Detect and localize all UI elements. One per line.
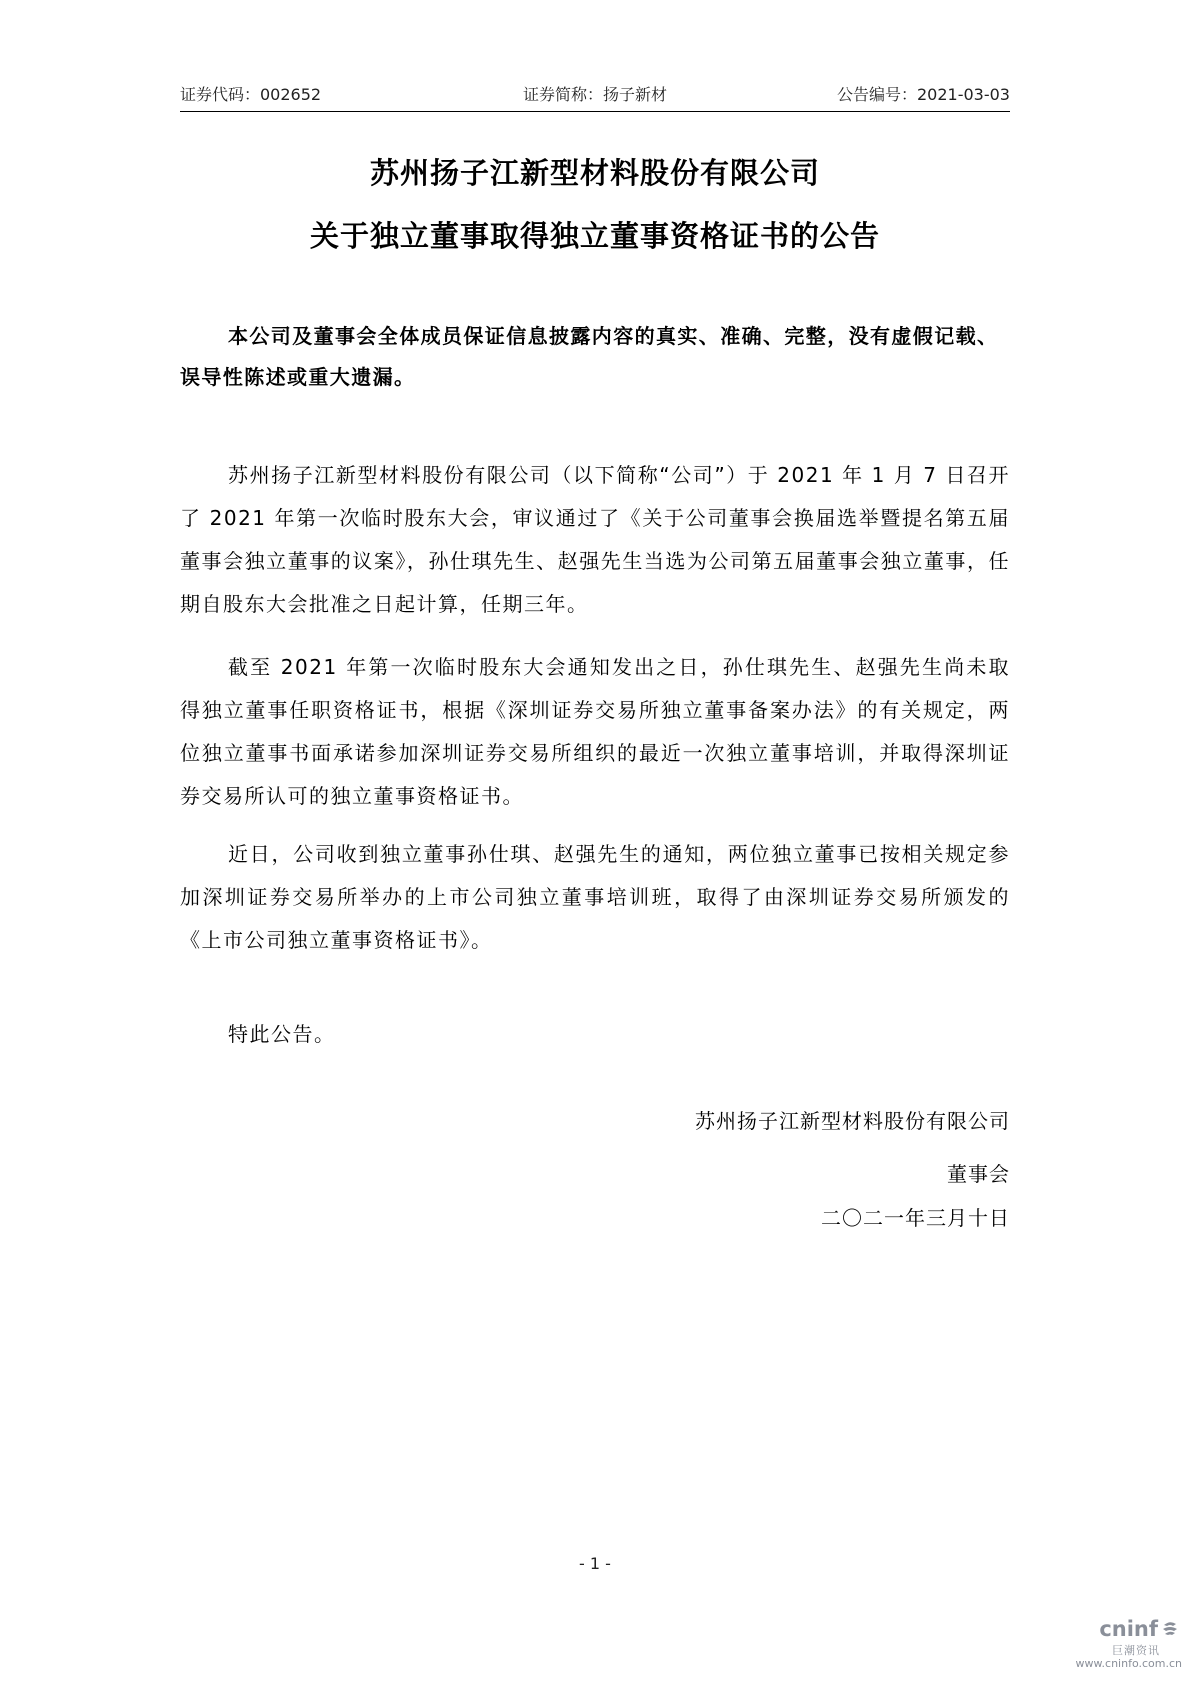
body-paragraph-1: 苏州扬子江新型材料股份有限公司（以下简称“公司”）于 2021 年 1 月 7 日召开了 2021 年第一次临时股东大会，审议通过了《关于公司董事会换届选举暨提名第五届董事会独立董事的议案》，孙仕琪先生、赵强先生当选为公司第五届董事会独立董事，任期自股东大会批准之日起计算，任期三年。 [180, 463, 1010, 616]
watermark-url: www.cninfo.com.cn [1075, 1657, 1182, 1670]
signature-board: 董事会 [947, 1162, 1010, 1186]
signature-company: 苏州扬子江新型材料股份有限公司 [695, 1109, 1010, 1133]
cninfo-logo-icon [1160, 1619, 1180, 1639]
announcement-number: 公告编号：2021-03-03 [837, 85, 1010, 104]
watermark-brand-cn: 巨潮资讯 [1112, 1644, 1160, 1657]
closing-statement: 特此公告。 [228, 1022, 336, 1046]
board-declaration: 本公司及董事会全体成员保证信息披露内容的真实、准确、完整，没有虚假记载、误导性陈述或重大遗漏。 [180, 324, 999, 389]
stock-code: 证券代码：002652 [180, 85, 322, 104]
stock-abbreviation: 证券简称：扬子新材 [522, 85, 667, 104]
signature-date: 二〇二一年三月十日 [821, 1206, 1010, 1230]
body-paragraph-2: 截至 2021 年第一次临时股东大会通知发出之日，孙仕琪先生、赵强先生尚未取得独立董事任职资格证书，根据《深圳证券交易所独立董事备案办法》的有关规定，两位独立董事书面承诺参加深圳证券交易所组织的最近一次独立董事培训，并取得深圳证券交易所认可的独立董事资格证书。 [180, 655, 1010, 808]
page-number: - 1 - [579, 1554, 611, 1573]
cninfo-watermark [1032, 1617, 1182, 1677]
watermark-brand: cninf [1099, 1617, 1158, 1641]
header-divider [180, 111, 1010, 112]
title-subject: 关于独立董事取得独立董事资格证书的公告 [309, 219, 880, 253]
title-company: 苏州扬子江新型材料股份有限公司 [369, 156, 820, 190]
body-paragraph-3: 近日，公司收到独立董事孙仕琪、赵强先生的通知，两位独立董事已按相关规定参加深圳证券交易所举办的上市公司独立董事培训班，取得了由深圳证券交易所颁发的《上市公司独立董事资格证书》。 [180, 842, 1010, 952]
page-header [180, 84, 1010, 114]
